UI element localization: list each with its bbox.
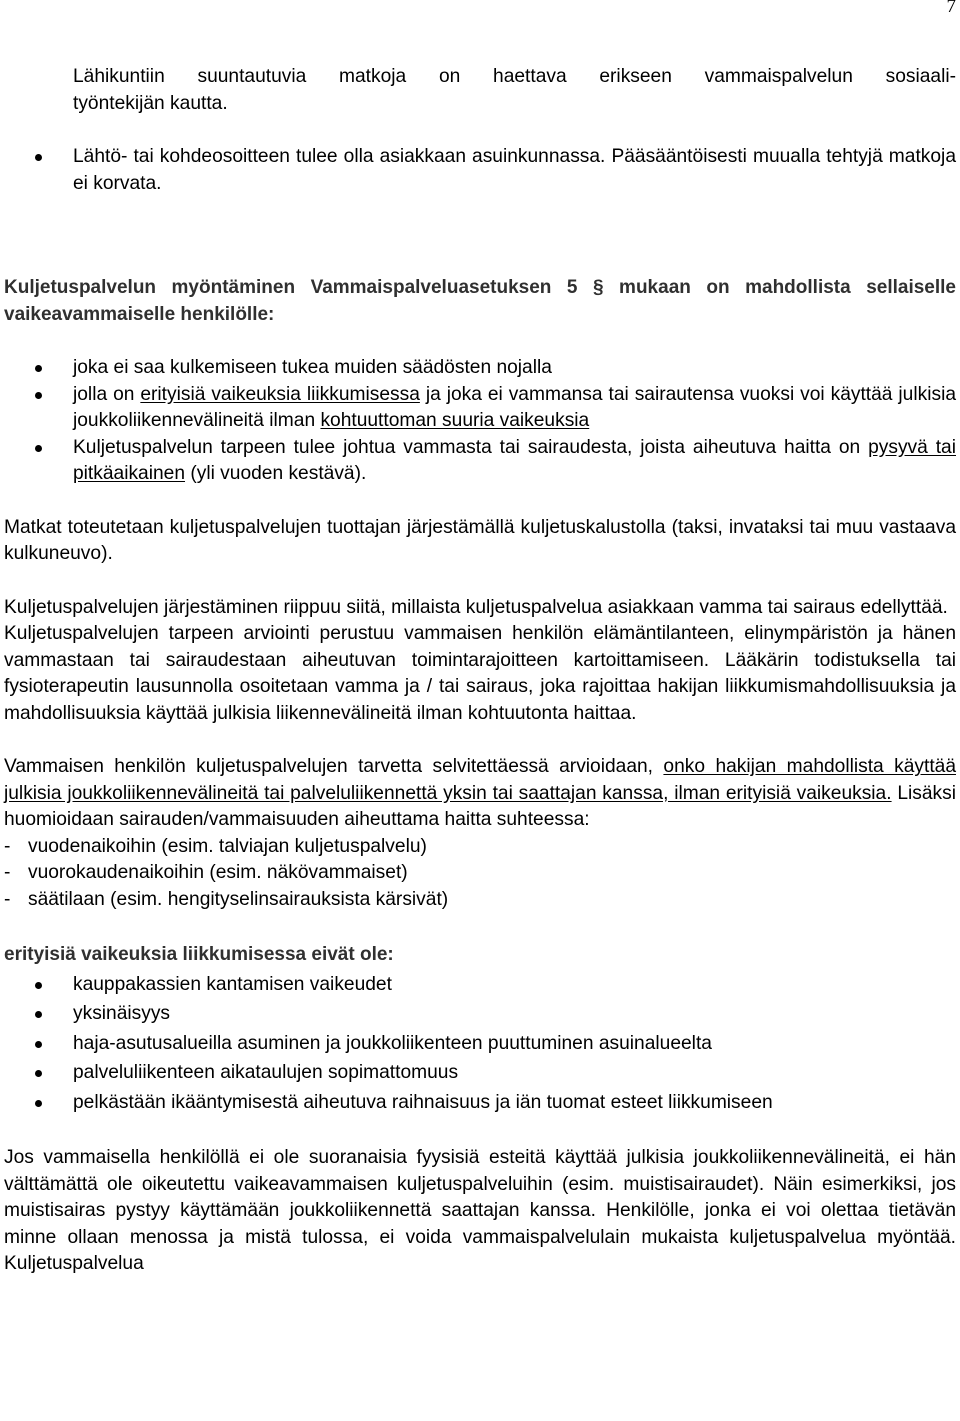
text-segment: ja joka ei vammansa tai sairautensa vuoksi voi käyttää julkisia joukkoliikennevälineitä ilman [73,383,956,431]
intro-line-1: Lähikuntiin suuntautuvia matkoja on haettava erikseen vammaispalvelun sosiaali- [73,66,956,87]
list-item: kauppakassien kantamisen vaikeudet [4,972,956,999]
text-segment: Kuljetuspalvelun tarpeen tulee johtua vammasta tai sairaudesta, joista aiheutuva haitta on [73,436,869,458]
underlined-text: pysyvä tai pitkäaikainen [73,436,956,484]
page-number: 7 [946,0,956,17]
paragraph-jarjestaminen: Kuljetuspalvelujen järjestäminen riippuu siitä, millaista kuljetuspalvelua asiakkaan vamma tai sairaus edellyttää. [4,596,948,618]
paragraph-final: Jos vammaisella henkilöllä ei ole suoranaisia fyysisiä esteitä käyttää julkisia joukkoliikennevälineitä, ei hän välttämättä ole oikeutettu vaikeavammaisen kuljetuspalveluihin (esim. muistisairaudet). Näin esimerkiksi, jos muistisairas pystyy käyttämään joukkoliikennettä saattajan kanssa. Henkilölle, jonka ei voi olettaa tietävän minne ollaan menossa ja mistä tulossa, ei voida vammaispalvelulain mukaista kuljetuspalvelua myöntää. Kuljetuspalvelua [4,1147,956,1274]
page-content [4,64,956,1278]
underlined-text: kohtuuttoman suuria vaikeuksia [320,410,590,431]
text-segment: jolla on [73,383,141,405]
dash-item: - vuodenaikoihin (esim. talviajan kuljetuspalvelu) [4,834,956,861]
underlined-text: onko hakijan mahdollista käyttää julkisia joukkoliikennevälineitä tai palveluliikennettä yksin tai saattajan kanssa, ilman erityisiä vaikeuksia. [4,756,956,804]
underlined-text: erityisiä vaikeuksia liikkumisessa [140,383,420,405]
intro-paragraph [4,64,956,117]
paragraph-arviointi: Kuljetuspalvelujen tarpeen arviointi perustuu vammaisen henkilön elämäntilanteen, elinympäristön ja hänen vammastaan tai sairaudestaan aiheutuvan toimintarajoitteen kartoittamiseen. Lääkärin todistuksella tai fysioterapeutin lausunnolla osoitetaan vamma ja / tai sairaus, joka rajoittaa hakijan liikkumismahdollisuuksia ja mahdollisuuksia käyttää julkisia liikennevälineitä ilman kohtuutonta haittaa. [4,623,956,724]
dash-list [4,834,956,914]
list-item: haja-asutusalueilla asuminen ja joukkoliikenteen puuttuminen asuinalueelta [4,1031,956,1058]
text-segment: Lisäksi huomioidaan sairauden/vammaisuuden aiheuttama haitta suhteessa: [4,782,957,830]
list-item [4,355,956,382]
list-item [4,382,956,435]
list-item: palveluliikenteen aikataulujen sopimattomuus [4,1060,956,1087]
paragraph-matkat: Matkat toteutetaan kuljetuspalvelujen tuottajan järjestämällä kuljetuskalustolla (taksi, invataksi tai muu vastaava kulkuneuvo). [4,516,956,564]
dash-item: - vuorokaudenaikoihin (esim. näkövammaiset) [4,860,956,887]
list-item: pelkästään ikääntymisestä aiheutuva raihnaisuus ja iän tuomat esteet liikkumiseen [4,1090,956,1117]
intro-bullet-list [4,144,956,197]
list-item: yksinäisyys [4,1001,956,1028]
text-segment: (yli vuoden kestävä). [185,463,367,484]
list-item-text: joka ei saa kulkemiseen tukea muiden säädösten nojalla [73,357,552,378]
intro-bullet: Lähtö- tai kohdeosoitteen tulee olla asiakkaan asuinkunnassa. Pääsääntöisesti muualla tehtyjä matkoja ei korvata. [4,144,956,197]
intro-line-2: työntekijän kautta. [73,92,228,114]
paragraph-selvitys [4,754,956,834]
list-item [4,435,956,488]
section2-heading: erityisiä vaikeuksia liikkumisessa eivät ole: [4,944,394,965]
section2-bullet-list [4,972,956,1117]
section1-heading: Kuljetuspalvelun myöntäminen Vammaispalveluasetuksen 5 § mukaan on mahdollista sellaiselle vaikeavammaiselle henkilölle: [4,277,956,325]
text-segment: Vammaisen henkilön kuljetuspalvelujen tarvetta selvitettäessä arvioidaan, [4,756,664,777]
section1-bullet-list [4,355,956,488]
dash-item: - säätilaan (esim. hengityselinsairauksista kärsivät) [4,887,956,914]
